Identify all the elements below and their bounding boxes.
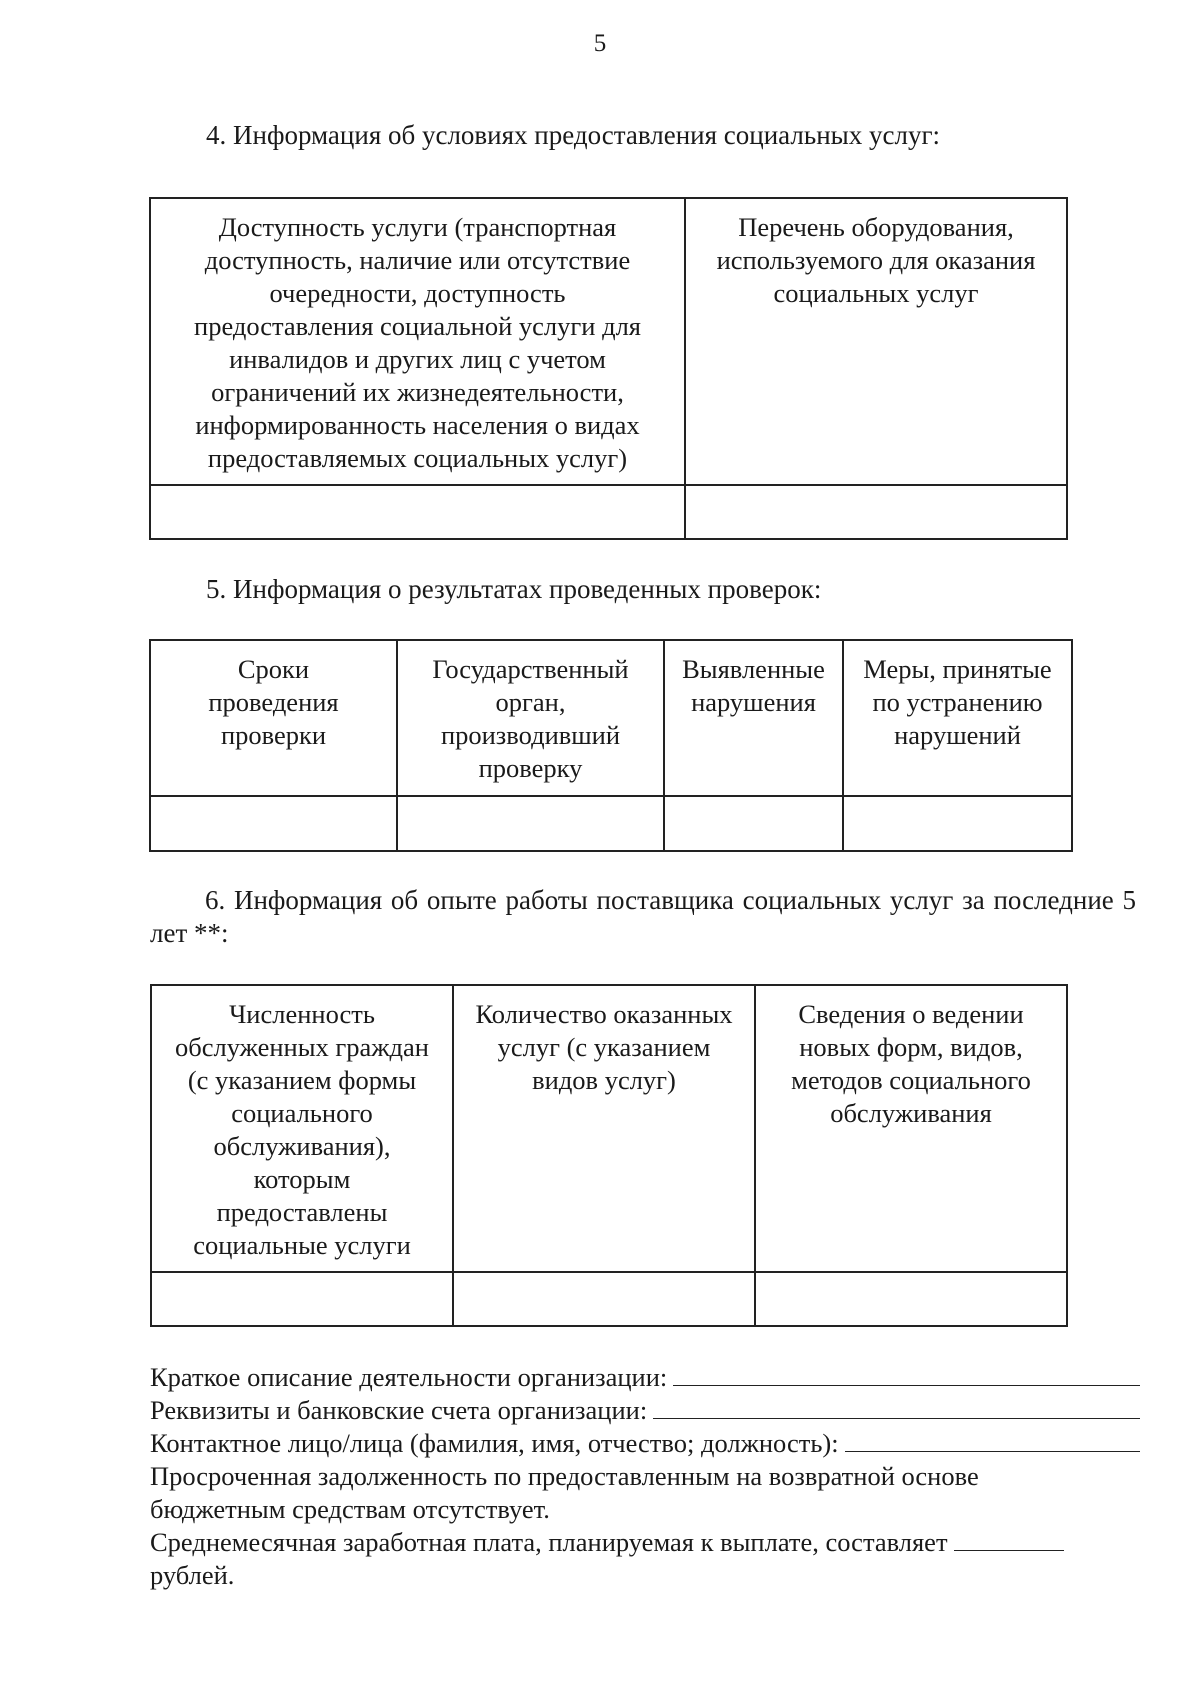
contact-person-field[interactable] (845, 1427, 1140, 1452)
activity-description-field[interactable] (673, 1361, 1140, 1386)
section-4-heading: 4. Информация об условиях предоставления социальных услуг: (206, 120, 941, 150)
section-6-heading: 6. Информация об опыте работы поставщика социальных услуг за последние 5 лет **: (150, 885, 1136, 948)
inspecting-authority-header (397, 640, 664, 796)
cell-text-line: обслуживания (830, 1098, 992, 1128)
cell-text-line: Сроки (237, 654, 310, 684)
cell-text-line: методов социального (791, 1065, 1031, 1095)
cell-text-line: нарушений (894, 720, 1021, 750)
section-5-table (149, 639, 1073, 852)
services-count-cell[interactable] (453, 1272, 755, 1326)
organization-details (150, 1361, 1140, 1592)
cell-text-line: Государственный (432, 654, 629, 684)
measures-taken-header (843, 640, 1072, 796)
new-forms-header (755, 985, 1067, 1272)
cell-text-line: услуг (с указанием (497, 1032, 711, 1062)
cell-text-line: проведения (208, 687, 339, 717)
cell-text-line: производивший (440, 720, 621, 750)
overdue-debt-statement-cont: бюджетным средствам отсутствует. (150, 1494, 550, 1524)
cell-text-line: которым (253, 1164, 351, 1194)
equipment-list-cell[interactable] (685, 485, 1067, 539)
cell-text-line: предоставляемых социальных услуг) (207, 443, 628, 473)
cell-text-line: обслуженных граждан (174, 1032, 429, 1062)
cell-text-line: Меры, принятые (863, 654, 1052, 684)
cell-text-line: Сведения о ведении (798, 999, 1024, 1029)
cell-text-line: инвалидов и других лиц с учетом (229, 344, 606, 374)
cell-text-line: проверку (478, 753, 583, 783)
cell-text-line: Перечень оборудования, (738, 212, 1014, 242)
salary-line (150, 1526, 1140, 1559)
cell-text-line: видов услуг) (532, 1065, 676, 1095)
conditions-availability-cell[interactable] (150, 485, 685, 539)
cell-text-line: социального (231, 1098, 373, 1128)
cell-text-line: очередности, доступность (269, 278, 566, 308)
conditions-availability-header (150, 198, 685, 485)
cell-text-line: социальных услуг (773, 278, 979, 308)
measures-taken-cell[interactable] (843, 796, 1072, 851)
bank-details-field[interactable] (653, 1394, 1140, 1419)
served-citizens-header (151, 985, 453, 1272)
inspection-dates-cell[interactable] (150, 796, 397, 851)
salary-currency: рублей. (150, 1560, 235, 1590)
cell-text-line: обслуживания), (213, 1131, 391, 1161)
cell-text-line: проверки (220, 720, 327, 750)
page-number: 5 (593, 30, 607, 57)
salary-label: Среднемесячная заработная плата, планируемая к выплате, составляет (150, 1527, 948, 1557)
services-count-header (453, 985, 755, 1272)
cell-text-line: доступность, наличие или отсутствие (204, 245, 631, 275)
cell-text-line: ограничений их жизнедеятельности, (211, 377, 624, 407)
cell-text-line: Доступность услуги (транспортная (218, 212, 617, 242)
bank-details-line (150, 1394, 1140, 1427)
activity-description-line (150, 1361, 1140, 1394)
cell-text-line: по устранению (872, 687, 1043, 717)
inspecting-authority-cell[interactable] (397, 796, 664, 851)
cell-text-line: новых форм, видов, (799, 1032, 1023, 1062)
section-5-heading: 5. Информация о результатах проведенных проверок: (206, 574, 822, 604)
activity-description-label: Краткое описание деятельности организации: (150, 1362, 668, 1392)
cell-text-line: предоставления социальной услуги для (194, 311, 641, 341)
cell-text-line: Численность (229, 999, 375, 1029)
section-6-table (150, 984, 1068, 1327)
contact-person-label: Контактное лицо/лица (фамилия, имя, отчество; должность): (150, 1428, 839, 1458)
cell-text-line: используемого для оказания (716, 245, 1036, 275)
cell-text-line: предоставлены (216, 1197, 388, 1227)
contact-person-line (150, 1427, 1140, 1460)
violations-found-header (664, 640, 843, 796)
violations-found-cell[interactable] (664, 796, 843, 851)
cell-text-line: Количество оказанных (475, 999, 733, 1029)
cell-text-line: Выявленные (682, 654, 825, 684)
section-4-table (149, 197, 1068, 540)
cell-text-line: нарушения (691, 687, 816, 717)
overdue-debt-statement: Просроченная задолженность по предоставленным на возвратной основе (150, 1461, 979, 1491)
cell-text-line: информированность населения о видах (195, 410, 640, 440)
inspection-dates-header (150, 640, 397, 796)
bank-details-label: Реквизиты и банковские счета организации: (150, 1395, 648, 1425)
new-forms-cell[interactable] (755, 1272, 1067, 1326)
equipment-list-header (685, 198, 1067, 485)
cell-text-line: социальные услуги (193, 1230, 411, 1260)
salary-field[interactable] (954, 1526, 1064, 1551)
cell-text-line: (с указанием формы (187, 1065, 417, 1095)
served-citizens-cell[interactable] (151, 1272, 453, 1326)
cell-text-line: орган, (495, 687, 566, 717)
